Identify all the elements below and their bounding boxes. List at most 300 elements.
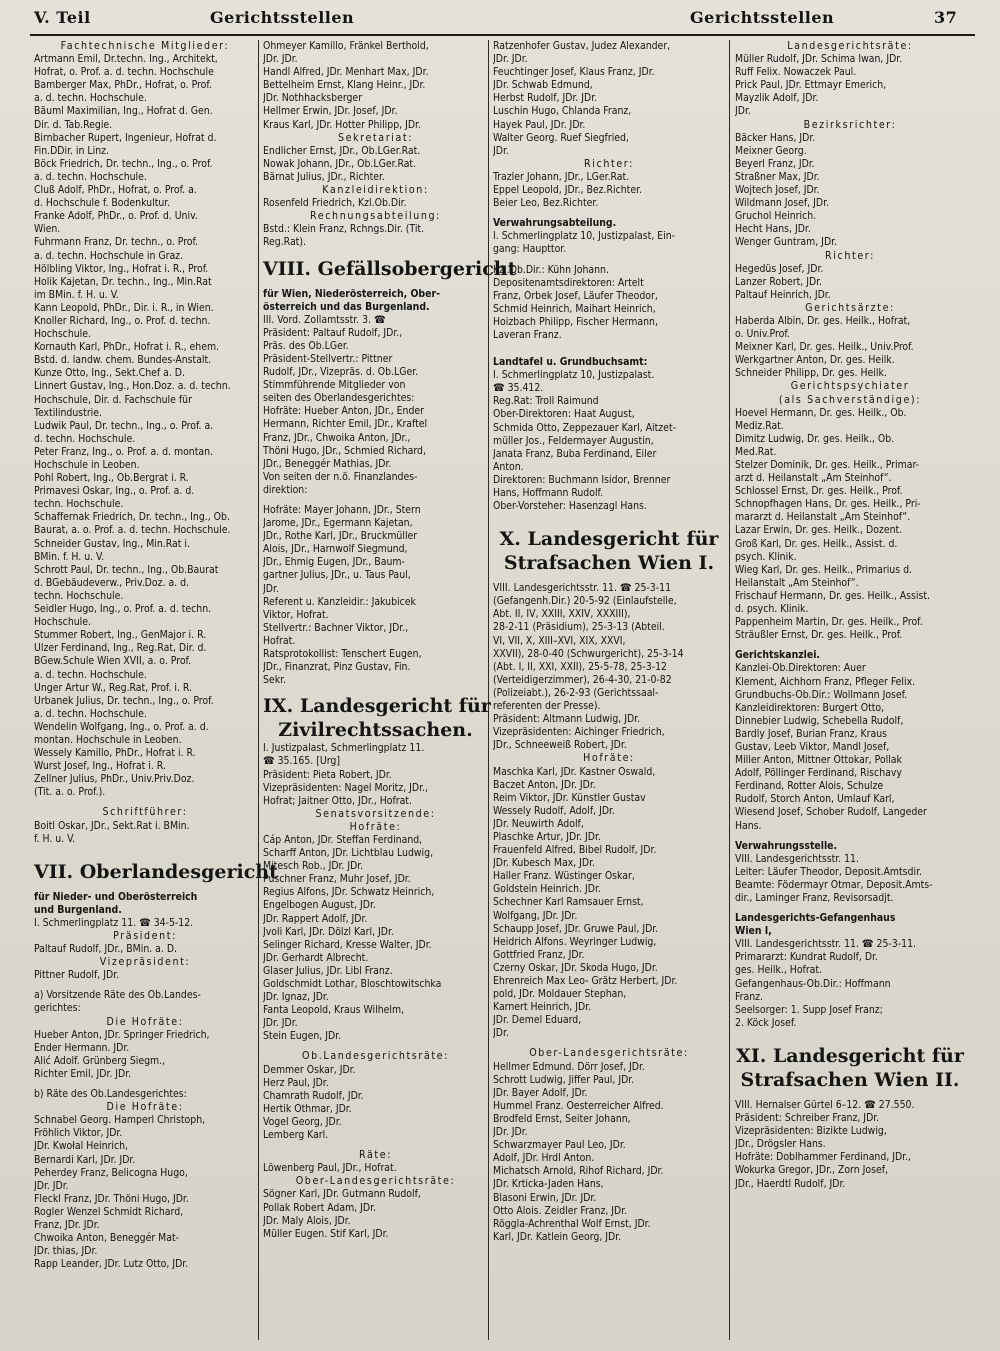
entry-line: JDr. bbox=[263, 582, 279, 595]
entry-line: Scharff Anton, JDr. Lichtblau Ludwig, bbox=[263, 847, 434, 860]
entry-line: Puschner Franz, Muhr Josef, JDr. bbox=[263, 873, 411, 886]
section-label: Ober-Landesgerichtsräte: bbox=[295, 1175, 456, 1188]
entry-line: JDr. Neuwirth Adolf, bbox=[493, 817, 584, 830]
entry-line: Haller Franz. Wüstinger Oskar, bbox=[493, 870, 635, 883]
entry-line: Bärnat Julius, JDr., Richter. bbox=[263, 170, 385, 183]
entry-line: direktion: bbox=[263, 483, 308, 496]
entry-line: (Abt. I, II, XXI, XXII), 25-5-78, 25-3-12 bbox=[493, 660, 668, 673]
entry-line: Herbst Rudolf, JDr. JDr. bbox=[493, 92, 598, 105]
entry-line: Wokurka Gregor, JDr., Zorn Josef, bbox=[735, 1164, 888, 1177]
entry-line: Von seiten der n.ö. Finanzlandes- bbox=[263, 470, 418, 483]
entry-line: Wiesend Josef, Schober Rudolf, Langeder bbox=[735, 806, 927, 819]
entry-line: Feuchtinger Josef, Klaus Franz, JDr. bbox=[493, 66, 655, 79]
entry-line: Ratzenhofer Gustav, Judez Alexander, bbox=[493, 40, 671, 52]
section-label: Räte: bbox=[358, 1149, 393, 1162]
entry-line: d. psych. Klinik. bbox=[735, 603, 809, 616]
spacer bbox=[493, 513, 725, 527]
entry-line: JDr. bbox=[735, 105, 751, 118]
entry-line: referenten der Presse). bbox=[493, 700, 601, 713]
entry-line: Gustav, Leeb Viktor, Mandl Josef, bbox=[735, 740, 890, 753]
entry-line: JDr. JDr. bbox=[493, 1126, 528, 1139]
section-label: Landesgerichtsräte: bbox=[787, 40, 913, 52]
entry-line: Glaser Julius, JDr. Libl Franz. bbox=[263, 964, 393, 977]
entry-line: a. d. techn. Hochschule. bbox=[34, 707, 147, 720]
header-rule bbox=[30, 34, 975, 36]
entry-line: Meixner Karl, Dr. ges. Heilk., Univ.Prof. bbox=[735, 341, 914, 354]
entry-line: JDr. thias, JDr. bbox=[34, 1245, 98, 1258]
entry-line: Engelbogen August, JDr. bbox=[263, 899, 376, 912]
entry-line: Herz Paul, JDr. bbox=[263, 1076, 329, 1089]
entry-line: Hochschule. bbox=[34, 616, 91, 629]
entry-line: Schechner Karl Ramsauer Ernst, bbox=[493, 896, 644, 909]
spacer bbox=[263, 250, 488, 257]
entry-line: Artmann Emil, Dr.techn. Ing., Architekt, bbox=[34, 53, 218, 66]
entry-line: Ferdinand, Rotter Alois, Schulze bbox=[735, 780, 884, 793]
entry-line: JDr. Gerhardt Albrecht. bbox=[263, 951, 369, 964]
entry-line: Wessely Rudolf, Adolf, JDr. bbox=[493, 804, 615, 817]
entry-line: Fin.DDir. in Linz. bbox=[34, 144, 110, 157]
entry-line: JDr. Rappert Adolf, JDr. bbox=[263, 912, 368, 925]
text-column-4 bbox=[735, 40, 965, 1191]
entry-line: Alois, JDr., Harnwolf Siegmund, bbox=[263, 543, 408, 556]
entry-line: VIII. Landesgerichtsstr. 11. ☎ 25-3-11 bbox=[493, 582, 672, 595]
entry-line: VIII. Landesgerichtsstr. 11. ☎ 25-3-11. bbox=[735, 938, 916, 951]
text-column-3 bbox=[493, 40, 725, 1244]
entry-line: Bstd. d. landw. chem. Bundes-Anstalt. bbox=[34, 354, 212, 367]
entry-line: JDr. JDr. bbox=[263, 53, 298, 66]
entry-line: Pohl Robert, Ing., Ob.Bergrat i. R. bbox=[34, 472, 189, 485]
entry-line: Pittner Rudolf, JDr. bbox=[34, 969, 120, 982]
entry-line: I. Schmerlingplatz 11. ☎ 34-5-12. bbox=[34, 916, 194, 929]
entry-line: Franke Adolf, PhDr., o. Prof. d. Univ. bbox=[34, 210, 198, 223]
entry-line: ges. Heilk., Hofrat. bbox=[735, 964, 823, 977]
spacer bbox=[34, 1081, 256, 1088]
entry-line: Frauenfeld Alfred, Bibel Rudolf, JDr. bbox=[493, 844, 657, 857]
entry-line: Cluß Adolf, PhDr., Hofrat, o. Prof. a. bbox=[34, 184, 197, 197]
entry-line: Gruchol Heinrich. bbox=[735, 210, 817, 223]
entry-line: Schaupp Josef, JDr. Gruwe Paul, JDr. bbox=[493, 922, 659, 935]
entry-line: Präs. des Ob.LGer. bbox=[263, 339, 349, 352]
entry-line: Čáp Anton, JDr. Steffan Ferdinand, bbox=[263, 833, 423, 846]
entry-line: Hellmer Edmund. Dörr Josef, JDr. bbox=[493, 1060, 645, 1073]
entry-line: JDr., Schneeweiß Robert, JDr. bbox=[493, 739, 627, 752]
entry-line: JDr. Schwab Edmund, bbox=[493, 79, 593, 92]
entry-line: gartner Julius, JDr., u. Taus Paul, bbox=[263, 569, 411, 582]
entry-line: Kanzleidirektoren: Burgert Otto, bbox=[735, 701, 885, 714]
entry-line: (Verteidigerzimmer), 26-4-30, 21-0-82 bbox=[493, 673, 672, 686]
entry-line: JDr. Bayer Adolf, JDr. bbox=[493, 1086, 588, 1099]
section-label: Schriftführer: bbox=[102, 806, 188, 819]
spacer bbox=[34, 846, 256, 860]
spacer bbox=[735, 1092, 965, 1099]
court-heading: Strafsachen Wien II. bbox=[740, 1068, 960, 1091]
spacer bbox=[735, 642, 965, 649]
entry-line: Schmida Otto, Zeppezauer Karl, Aitzet- bbox=[493, 421, 676, 434]
entry-line: Hayek Paul, JDr. JDr. bbox=[493, 118, 586, 131]
entry-line: Kanzlei-Ob.Direktoren: Auer bbox=[735, 662, 866, 675]
entry-line: Ratsprotokollist: Tenschert Eugen, bbox=[263, 648, 422, 661]
entry-line: Goldschmidt Lothar, Bloschtowitschka bbox=[263, 978, 442, 990]
entry-line: Walter Georg. Ruef Siegfried, bbox=[493, 131, 629, 144]
entry-line: VI, VII, X, XIII–XVI, XIX, XXVI, bbox=[493, 634, 626, 647]
entry-line: JDr., Haerdtl Rudolf, JDr. bbox=[735, 1177, 846, 1190]
entry-line: Lemberg Karl. bbox=[263, 1129, 329, 1142]
entry-line: Straßner Max, JDr. bbox=[735, 170, 820, 183]
entry-line: Vogel Georg, JDr. bbox=[263, 1115, 342, 1128]
column-divider bbox=[488, 40, 489, 1340]
spacer bbox=[34, 982, 256, 989]
entry-line: Prick Paul, JDr. Ettmayr Emerich, bbox=[735, 79, 887, 92]
entry-line: Baczet Anton, JDr. JDr. bbox=[493, 778, 596, 791]
court-heading: Zivilrechtssachen. bbox=[278, 719, 473, 742]
spacer bbox=[263, 497, 488, 504]
spacer bbox=[493, 210, 725, 217]
entry-line: Wildmann Josef, JDr. bbox=[735, 197, 829, 210]
entry-line: Wendelin Wolfgang, Ing., o. Prof. a. d. bbox=[34, 720, 209, 733]
entry-line: Adolf, Pöllinger Ferdinand, Rischavy bbox=[735, 767, 902, 780]
spacer bbox=[263, 281, 488, 288]
entry-line: Hochschule, Dir. d. Fachschule für bbox=[34, 393, 192, 406]
entry-line: Ober-Vorsteher: Hasenzagl Hans. bbox=[493, 500, 647, 513]
entry-line: Zellner Julius, PhDr., Univ.Priv.Doz. bbox=[34, 773, 195, 786]
entry-line: Gefangenhaus-Ob.Dir.: Hoffmann bbox=[735, 977, 891, 990]
entry-line: JDr. JDr. bbox=[34, 1179, 69, 1192]
entry-line: Selinger Richard, Kresse Walter, JDr. bbox=[263, 938, 432, 951]
entry-line: b) Räte des Ob.Landesgerichtes: bbox=[34, 1088, 187, 1101]
entry-line: VIII. Hernalser Gürtel 6–12. ☎ 27.550. bbox=[735, 1098, 915, 1111]
entry-line: I. Schmerlingplatz 10, Justizpalast, Ein- bbox=[493, 230, 676, 243]
entry-line: Gottfried Franz, JDr. bbox=[493, 948, 585, 961]
entry-line: Müller Eugen. Stif Karl, JDr. bbox=[263, 1227, 389, 1240]
court-heading: Strafsachen Wien I. bbox=[503, 552, 715, 575]
entry-line: Hueber Anton, JDr. Springer Friedrich, bbox=[34, 1028, 210, 1041]
entry-line: Kzl.Ob.Dir.: Kühn Johann. bbox=[493, 263, 609, 276]
entry-line: JDr. Kwołal Heinrich, bbox=[34, 1140, 128, 1153]
entry-line: Michatsch Arnold, Rihof Richard, JDr. bbox=[493, 1165, 664, 1178]
subsection-heading: Verwahrungsstelle. bbox=[735, 839, 838, 852]
entry-line: Hoizbach Philipp, Fischer Hermann, bbox=[493, 315, 658, 328]
entry-line: Bardly Josef, Burian Franz, Kraus bbox=[735, 727, 888, 740]
entry-line: Böck Friedrich, Dr. techn., Ing., o. Prof. bbox=[34, 157, 213, 170]
entry-line: Wieg Karl, Dr. ges. Heilk., Primarius d. bbox=[735, 563, 912, 576]
entry-line: Linnert Gustav, Ing., Hon.Doz. a. d. techn. bbox=[34, 380, 231, 393]
entry-line: Jvoli Karl, JDr. Dölzl Karl, JDr. bbox=[263, 925, 394, 938]
entry-line: Stelzer Dominik, Dr. ges. Heilk., Primar- bbox=[735, 459, 920, 471]
entry-line: Karnert Heinrich, JDr. bbox=[493, 1001, 592, 1014]
spacer bbox=[493, 342, 725, 356]
entry-line: Bamberger Max, PhDr., Hofrat, o. Prof. bbox=[34, 79, 212, 92]
header-section-title-left: Gerichtsstellen bbox=[210, 8, 355, 27]
entry-line: Fröhlich Viktor, JDr. bbox=[34, 1127, 123, 1140]
section-label: Sekretariat: bbox=[337, 131, 414, 144]
entry-line: Paltauf Rudolf, JDr., BMin. a. D. bbox=[34, 943, 178, 956]
entry-line: montan. Hochschule in Leoben. bbox=[34, 733, 182, 746]
entry-line: f. H. u. V. bbox=[34, 832, 76, 845]
entry-line: Vizepräsidenten: Nagel Moritz, JDr., bbox=[263, 781, 428, 794]
entry-line: JDr. Nothhacksberger bbox=[263, 92, 363, 105]
entry-line: Referent u. Kanzleidir.: Jakubicek bbox=[263, 595, 416, 608]
entry-line: Hans. bbox=[735, 819, 762, 832]
entry-line: Janata Franz, Buba Ferdinand, Eiler bbox=[493, 447, 657, 460]
entry-line: Hegedüs Josef, JDr. bbox=[735, 262, 824, 275]
entry-line: Bernardi Karl, JDr. JDr. bbox=[34, 1153, 136, 1166]
entry-line: Sträußler Ernst, Dr. ges. Heilk., Prof. bbox=[735, 629, 903, 642]
entry-line: Mediz.Rat. bbox=[735, 419, 784, 432]
entry-line: JDr. Kubesch Max, JDr. bbox=[493, 857, 595, 870]
entry-line: Czerny Oskar, JDr. Skoda Hugo, JDr. bbox=[493, 961, 658, 974]
entry-line: Ohmeyer Kamillo, Fränkel Berthold, bbox=[263, 40, 429, 52]
section-label: Bezirksrichter: bbox=[803, 118, 897, 131]
entry-line: Unger Artur W., Reg.Rat, Prof. i. R. bbox=[34, 681, 193, 694]
entry-line: Boitl Oskar, JDr., Sekt.Rat i. BMin. bbox=[34, 819, 190, 832]
subsection-heading: Gerichtskanzlei. bbox=[735, 649, 820, 662]
entry-line: d. Hochschule f. Bodenkultur. bbox=[34, 197, 171, 210]
section-label: (als Sachverständige): bbox=[778, 393, 922, 406]
entry-line: Schneider Philipp, Dr. ges. Heilk. bbox=[735, 367, 887, 380]
entry-line: Handl Alfred, JDr. Menhart Max, JDr. bbox=[263, 66, 429, 79]
entry-line: Depositenamtsdirektoren: Artelt bbox=[493, 276, 644, 289]
subsection-heading: für Nieder- und Oberösterreich bbox=[34, 890, 198, 903]
entry-line: Grundbuchs-Ob.Dir.: Wollmann Josef. bbox=[735, 688, 908, 701]
entry-line: JDr. bbox=[493, 144, 509, 157]
spacer bbox=[493, 575, 725, 582]
entry-line: Löwenberg Paul, JDr., Hofrat. bbox=[263, 1162, 397, 1175]
entry-line: Werkgartner Anton, Dr. ges. Heilk. bbox=[735, 354, 895, 367]
entry-line: Karl, JDr. Katlein Georg, JDr. bbox=[493, 1230, 622, 1243]
entry-line: im BMin. f. H. u. V. bbox=[34, 288, 119, 301]
court-heading: VIII. Gefällsobergericht bbox=[263, 257, 517, 280]
entry-line: Baurat, a. o. Prof. a. d. techn. Hochschule. bbox=[34, 524, 231, 537]
subsection-heading: Wien I, bbox=[735, 925, 772, 938]
entry-line: Präsident-Stellvertr.: Pittner bbox=[263, 352, 393, 365]
entry-line: Demmer Oskar, JDr. bbox=[263, 1063, 356, 1076]
subsection-heading: Verwahrungsabteilung. bbox=[493, 217, 617, 230]
entry-line: psych. Klinik. bbox=[735, 550, 797, 563]
entry-line: I. Schmerlingplatz 10, Justizpalast. bbox=[493, 369, 655, 382]
section-label: Hofräte: bbox=[349, 820, 402, 833]
entry-line: Meixner Georg. bbox=[735, 144, 807, 157]
entry-line: Kann Leopold, PhDr., Dir. i. R., in Wien. bbox=[34, 301, 214, 314]
entry-line: Müller Rudolf, JDr. Schima Iwan, JDr. bbox=[735, 53, 903, 66]
entry-line: Bäuml Maximilian, Ing., Hofrat d. Gen. bbox=[34, 105, 213, 118]
entry-line: Holik Kajetan, Dr. techn., Ing., Min.Rat bbox=[34, 275, 212, 288]
entry-line: Fleckl Franz, JDr. Thöni Hugo, JDr. bbox=[34, 1192, 189, 1205]
entry-line: Hermann, Richter Emil, JDr., Kraftel bbox=[263, 418, 428, 431]
entry-line: o. Univ.Prof. bbox=[735, 328, 790, 341]
entry-line: Wolfgang, JDr. JDr. bbox=[493, 909, 578, 922]
entry-line: Laveran Franz. bbox=[493, 328, 562, 341]
entry-line: Präsident: Pieta Robert, JDr. bbox=[263, 768, 392, 781]
section-label: Ob.Landesgerichtsräte: bbox=[302, 1050, 449, 1063]
entry-line: Stimmführende Mitglieder von bbox=[263, 379, 406, 392]
entry-line: Textilindustrie. bbox=[34, 406, 102, 419]
entry-line: Stummer Robert, Ing., GenMajor i. R. bbox=[34, 629, 207, 642]
entry-line: Primavesi Oskar, Ing., o. Prof. a. d. bbox=[34, 485, 195, 498]
entry-line: Alić Adolf. Grünberg Siegm., bbox=[34, 1054, 166, 1067]
entry-line: Heidrich Alfons. Weyringer Ludwig, bbox=[493, 935, 657, 948]
entry-line: Otto Alois. Zeidler Franz, JDr. bbox=[493, 1204, 628, 1217]
entry-line: JDr. Ignaz, JDr. bbox=[263, 991, 329, 1004]
column-divider bbox=[729, 40, 730, 1340]
section-label: Die Hofräte: bbox=[106, 1101, 184, 1114]
subsection-heading: für Wien, Niederösterreich, Ober- bbox=[263, 287, 440, 300]
spacer bbox=[263, 1043, 488, 1050]
court-heading: X. Landesgericht für bbox=[499, 528, 719, 551]
entry-line: Mayzlik Adolf, JDr. bbox=[735, 92, 819, 105]
entry-line: mararzt d. Heilanstalt „Am Steinhof“. bbox=[735, 511, 911, 524]
spacer bbox=[735, 905, 965, 912]
entry-line: Fanta Leopold, Kraus Wilhelm, bbox=[263, 1004, 405, 1017]
entry-line: Heilanstalt „Am Steinhof“. bbox=[735, 576, 859, 589]
entry-line: Lazar Erwin, Dr. ges. Heilk., Dozent. bbox=[735, 524, 903, 537]
entry-line: Hochschule in Leoben. bbox=[34, 459, 140, 471]
entry-line: JDr. JDr. bbox=[263, 1017, 298, 1030]
entry-line: Hochschule. bbox=[34, 328, 91, 341]
entry-line: (Polizeiabt.), 26-2-93 (Gerichtssaal- bbox=[493, 686, 659, 699]
entry-line: Ulzer Ferdinand, Ing., Reg.Rat, Dir. d. bbox=[34, 642, 207, 655]
entry-line: Bstd.: Klein Franz, Rchngs.Dir. (Tit. bbox=[263, 223, 425, 236]
entry-line: Mitesch Rob., JDr. JDr. bbox=[263, 860, 364, 873]
entry-line: Hellmer Erwin, JDr. Josef, JDr. bbox=[263, 105, 398, 118]
entry-line: a) Vorsitzende Räte des Ob.Landes- bbox=[34, 989, 201, 1002]
entry-line: Dinnebier Ludwig, Schebella Rudolf, bbox=[735, 714, 904, 727]
entry-line: Jarome, JDr., Egermann Kajetan, bbox=[263, 517, 413, 530]
entry-line: Frischauf Hermann, Dr. ges. Heilk., Assist. bbox=[735, 589, 931, 602]
subsection-heading: und Burgenland. bbox=[34, 903, 122, 916]
entry-line: Beier Leo, Bez.Richter. bbox=[493, 197, 599, 210]
entry-line: Eppel Leopold, JDr., Bez.Richter. bbox=[493, 184, 642, 197]
entry-line: a. d. techn. Hochschule. bbox=[34, 668, 147, 681]
entry-line: JDr. Demel Eduard, bbox=[493, 1014, 582, 1027]
column-divider bbox=[258, 40, 259, 1340]
entry-line: XXVII), 28-0-40 (Schwurgericht), 25-3-14 bbox=[493, 647, 684, 660]
entry-line: Schlossel Ernst, Dr. ges. Heilk., Prof. bbox=[735, 485, 903, 498]
entry-line: seiten des Oberlandesgerichtes: bbox=[263, 392, 415, 405]
court-heading: XI. Landesgericht für bbox=[736, 1044, 964, 1067]
entry-line: JDr. Krticka-Jaden Hans, bbox=[493, 1178, 604, 1191]
subsection-heading: Landtafel u. Grundbuchsamt: bbox=[493, 356, 648, 369]
section-label: Richter: bbox=[584, 157, 634, 170]
entry-line: Wurst Josef, Ing., Hofrat i. R. bbox=[34, 760, 166, 773]
entry-line: Schmid Heinrich, Maihart Heinrich, bbox=[493, 302, 656, 315]
entry-line: müller Jos., Feldermayer Augustin, bbox=[493, 434, 654, 447]
entry-line: Rudolf, JDr., Vizepräs. d. Ob.LGer. bbox=[263, 366, 419, 379]
entry-line: Schrott Ludwig, Jiffer Paul, JDr. bbox=[493, 1073, 635, 1086]
entry-line: ☎ 35.165. [Urg] bbox=[263, 755, 340, 768]
entry-line: Paltauf Heinrich, JDr. bbox=[735, 288, 831, 301]
entry-line: Schnopfhagen Hans, Dr. ges. Heilk., Pri- bbox=[735, 498, 921, 511]
entry-line: pold, JDr. Moldauer Stephan, bbox=[493, 988, 627, 1001]
entry-line: Wenger Guntram, JDr. bbox=[735, 236, 837, 249]
entry-line: Ender Hermann. JDr. bbox=[34, 1041, 130, 1054]
entry-line: a. d. techn. Hochschule. bbox=[34, 170, 147, 183]
section-label: Kanzleidirektion: bbox=[322, 184, 429, 197]
entry-line: Fuhrmann Franz, Dr. techn., o. Prof. bbox=[34, 236, 199, 249]
spacer bbox=[263, 687, 488, 694]
entry-line: Stellvertr.: Bachner Viktor, JDr., bbox=[263, 621, 409, 634]
entry-line: Direktoren: Buchmann Isidor, Brenner bbox=[493, 473, 671, 486]
entry-line: Adolf, JDr. Hrdl Anton. bbox=[493, 1152, 595, 1165]
entry-line: JDr. bbox=[493, 1027, 509, 1040]
header-section-title-right: Gerichtsstellen bbox=[690, 8, 835, 27]
entry-line: Ehrenreich Max Leo- Grätz Herbert, JDr. bbox=[493, 975, 678, 987]
entry-line: Franz, Orbek Josef, Läufer Theodor, bbox=[493, 289, 658, 302]
entry-line: BMin. f. H. u. V. bbox=[34, 550, 105, 563]
entry-line: Hofrat; Jaitner Otto, JDr., Hofrat. bbox=[263, 794, 412, 807]
entry-line: a. d. techn. Hochschule in Graz. bbox=[34, 249, 184, 262]
entry-line: dir., Laminger Franz, Revisorsadjt. bbox=[735, 892, 894, 904]
entry-line: Hoevel Hermann, Dr. ges. Heilk., Ob. bbox=[735, 406, 907, 419]
entry-line: Brodfeld Ernst, Seiter Johann, bbox=[493, 1112, 631, 1125]
entry-line: Hofräte: Mayer Johann, JDr., Stern bbox=[263, 504, 421, 516]
entry-line: Thöni Hugo, JDr., Schmied Richard, bbox=[263, 444, 426, 457]
page-number: 37 bbox=[934, 8, 958, 27]
entry-line: Miller Anton, Mittner Ottokar, Pollak bbox=[735, 754, 902, 767]
entry-line: Trazler Johann, JDr., LGer.Rat. bbox=[493, 170, 630, 183]
entry-line: Knoller Richard, Ing., o. Prof. d. techn. bbox=[34, 314, 211, 327]
entry-line: Präsident: Paltauf Rudolf, JDr., bbox=[263, 326, 403, 339]
section-label: Fachtechnische Mitglieder: bbox=[60, 40, 230, 52]
entry-line: a. d. techn. Hochschule. bbox=[34, 92, 147, 105]
entry-line: d. BGebäudeverw., Priv.Doz. a. d. bbox=[34, 576, 190, 589]
spacer bbox=[735, 833, 965, 840]
entry-line: Leiter: Läufer Theodor, Deposit.Amtsdir. bbox=[735, 865, 922, 878]
entry-line: Kunze Otto, Ing., Sekt.Chef a. D. bbox=[34, 367, 185, 380]
entry-line: Franz, JDr. JDr. bbox=[34, 1218, 100, 1231]
entry-line: 2. Köck Josef. bbox=[735, 1016, 797, 1029]
entry-line: Bäcker Hans, JDr. bbox=[735, 131, 816, 144]
entry-line: Beamte: Födermayr Otmar, Deposit.Amts- bbox=[735, 878, 933, 891]
entry-line: gang: Haupttor. bbox=[493, 243, 567, 256]
entry-line: Haberda Albin, Dr. ges. Heilk., Hofrat, bbox=[735, 314, 911, 327]
entry-line: Hans, Hoffmann Rudolf. bbox=[493, 487, 604, 499]
entry-line: Seelsorger: 1. Supp Josef Franz; bbox=[735, 1003, 883, 1016]
entry-line: Nowak Johann, JDr., Ob.LGer.Rat. bbox=[263, 157, 417, 170]
entry-line: Dir. d. Tab.Regie. bbox=[34, 118, 113, 131]
section-label: Präsident: bbox=[113, 930, 177, 942]
entry-line: Hummel Franz. Oesterreicher Alfred. bbox=[493, 1099, 664, 1112]
entry-line: Wessely Kamillo, PhDr., Hofrat i. R. bbox=[34, 747, 196, 760]
section-label: Gerichtsärzte: bbox=[805, 301, 895, 314]
entry-line: JDr., Drögsler Hans. bbox=[735, 1138, 826, 1151]
entry-line: Seidler Hugo, Ing., o. Prof. a. d. techn. bbox=[34, 603, 212, 616]
spacer bbox=[34, 799, 256, 806]
entry-line: Ruff Felix. Nowaczek Paul. bbox=[735, 66, 857, 79]
entry-line: arzt d. Heilanstalt „Am Steinhof“. bbox=[735, 472, 892, 485]
entry-line: Rosenfeld Friedrich, Kzl.Ob.Dir. bbox=[263, 197, 407, 210]
subsection-heading: österreich und das Burgenland. bbox=[263, 300, 430, 313]
header-part-label: V. Teil bbox=[34, 8, 91, 27]
entry-line: Anton. bbox=[493, 460, 524, 473]
entry-line: Ludwik Paul, Dr. techn., Ing., o. Prof. a. bbox=[34, 419, 214, 432]
entry-line: Goldstein Heinrich. JDr. bbox=[493, 883, 601, 896]
entry-line: Hofrat. bbox=[263, 634, 296, 647]
entry-line: JDr., Beneggér Mathias, JDr. bbox=[263, 457, 392, 470]
entry-line: Hofrat, o. Prof. a. d. techn. Hochschule bbox=[34, 66, 214, 79]
entry-line: Abt. II, IV, XXIII, XXIV, XXXIII), bbox=[493, 608, 631, 621]
entry-line: Urbanek Julius, Dr. techn., Ing., o. Prof. bbox=[34, 694, 214, 707]
entry-line: Regius Alfons, JDr. Schwatz Heinrich, bbox=[263, 886, 435, 899]
entry-line: Klement, Aichhorn Franz, Pfleger Felix. bbox=[735, 675, 916, 688]
court-heading: VII. Oberlandesgericht bbox=[34, 860, 278, 883]
entry-line: JDr., Ehmig Eugen, JDr., Baum- bbox=[263, 556, 405, 569]
entry-line: Wojtech Josef, JDr. bbox=[735, 184, 820, 197]
entry-line: Rapp Leander, JDr. Lutz Otto, JDr. bbox=[34, 1258, 189, 1271]
entry-line: BGew.Schule Wien XVII, a. o. Prof. bbox=[34, 655, 192, 668]
entry-line: Pappenheim Martin, Dr. ges. Heilk., Prof. bbox=[735, 616, 923, 629]
entry-line: Sekr. bbox=[263, 674, 286, 687]
entry-line: ☎ 35.412. bbox=[493, 382, 544, 395]
